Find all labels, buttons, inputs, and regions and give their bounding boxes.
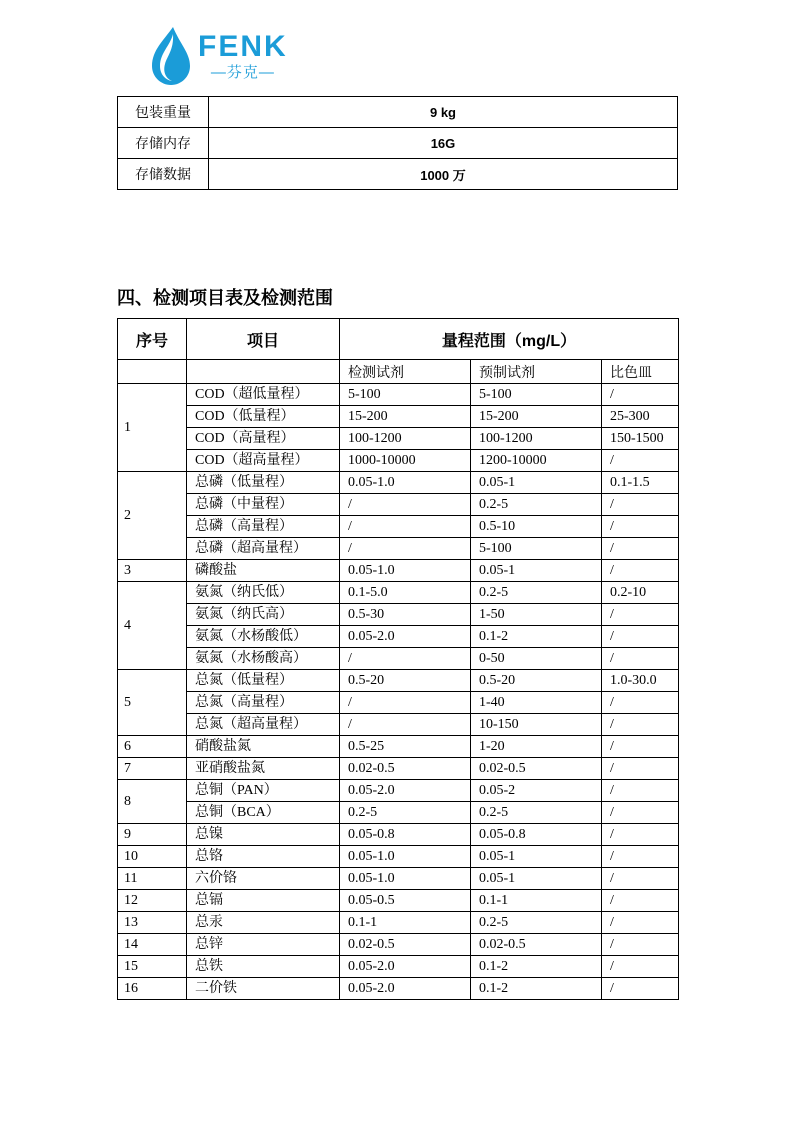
table-row [118,824,679,846]
cuvette-range: / [602,648,679,670]
subheader-empty-no [118,360,187,384]
item-name: 总铁 [187,956,340,978]
table-row [118,384,679,406]
cuvette-range: / [602,384,679,406]
item-name: 硝酸盐氮 [187,736,340,758]
cuvette-range: / [602,516,679,538]
row-number: 9 [118,824,187,846]
premade-range: 5-100 [471,384,602,406]
reagent-range: 0.05-1.0 [340,846,471,868]
subheader-premade: 预制试剂 [471,360,602,384]
item-name: 氨氮（纳氏低） [187,582,340,604]
row-number: 11 [118,868,187,890]
reagent-range: 0.05-2.0 [340,956,471,978]
spec-value: 9 kg [209,97,678,128]
premade-range: 0.1-1 [471,890,602,912]
reagent-range: 1000-10000 [340,450,471,472]
table-row [118,780,679,802]
spec-label: 包装重量 [118,97,209,128]
detection-table-header [118,319,679,384]
cuvette-range: 0.2-10 [602,582,679,604]
reagent-range: 0.5-20 [340,670,471,692]
cuvette-range: / [602,868,679,890]
reagent-range: / [340,714,471,736]
item-name: COD（超高量程） [187,450,340,472]
table-row [118,912,679,934]
row-number: 12 [118,890,187,912]
table-row [118,736,679,758]
main-table-body [118,384,679,1000]
reagent-range: 0.5-30 [340,604,471,626]
premade-range: 0.2-5 [471,494,602,516]
header-no: 序号 [118,319,187,360]
premade-range: 0.05-1 [471,868,602,890]
table-row [118,890,679,912]
premade-range: 0.1-2 [471,626,602,648]
brand-name: FENK [198,30,288,63]
row-number: 1 [118,384,187,472]
item-name: 磷酸盐 [187,560,340,582]
row-number: 13 [118,912,187,934]
cuvette-range: / [602,824,679,846]
item-name: 总锌 [187,934,340,956]
row-number: 3 [118,560,187,582]
item-name: 总铜（BCA） [187,802,340,824]
cuvette-range: 0.1-1.5 [602,472,679,494]
table-row [118,714,679,736]
subheader-cuvette: 比色皿 [602,360,679,384]
premade-range: 100-1200 [471,428,602,450]
table-row [118,956,679,978]
spec-value: 16G [209,128,678,159]
premade-range: 1-50 [471,604,602,626]
item-name: 总镉 [187,890,340,912]
spec-label: 存储内存 [118,128,209,159]
header-range: 量程范围（mg/L） [340,319,679,360]
premade-range: 0.1-2 [471,978,602,1000]
cuvette-range: 1.0-30.0 [602,670,679,692]
spec-table-body [118,97,678,190]
premade-range: 1200-10000 [471,450,602,472]
water-drop-icon [150,26,192,86]
spec-row [118,159,678,190]
item-name: 总氮（超高量程） [187,714,340,736]
cuvette-range: / [602,846,679,868]
row-number: 15 [118,956,187,978]
brand-tagline: —芬克— [210,64,275,81]
section-heading: 四、检测项目表及检测范围 [117,288,333,308]
premade-range: 0.2-5 [471,802,602,824]
item-name: COD（低量程） [187,406,340,428]
reagent-range: / [340,494,471,516]
cuvette-range: / [602,978,679,1000]
table-row [118,406,679,428]
premade-range: 0.1-2 [471,956,602,978]
item-name: 六价铬 [187,868,340,890]
premade-range: 1-20 [471,736,602,758]
table-row [118,648,679,670]
cuvette-range: / [602,758,679,780]
table-row [118,538,679,560]
row-number: 4 [118,582,187,670]
premade-range: 0.2-5 [471,582,602,604]
item-name: 总磷（中量程） [187,494,340,516]
cuvette-range: / [602,626,679,648]
spec-row [118,128,678,159]
reagent-range: 0.05-2.0 [340,978,471,1000]
logo-text [198,32,288,80]
item-name: 总磷（高量程） [187,516,340,538]
cuvette-range: 25-300 [602,406,679,428]
item-name: 总铬 [187,846,340,868]
reagent-range: 0.05-2.0 [340,626,471,648]
cuvette-range: / [602,890,679,912]
brand-logo [150,26,288,86]
reagent-range: / [340,516,471,538]
cuvette-range: / [602,450,679,472]
subheader-empty-item [187,360,340,384]
subheader-reagent: 检测试剂 [340,360,471,384]
cuvette-range: / [602,912,679,934]
reagent-range: 100-1200 [340,428,471,450]
reagent-range: 0.05-2.0 [340,780,471,802]
header-row-main [118,319,679,360]
cuvette-range: / [602,736,679,758]
table-row [118,450,679,472]
cuvette-range: / [602,692,679,714]
item-name: 亚硝酸盐氮 [187,758,340,780]
table-row [118,560,679,582]
item-name: 氨氮（水杨酸低） [187,626,340,648]
spec-value: 1000 万 [209,159,678,190]
cuvette-range: / [602,494,679,516]
cuvette-range: / [602,538,679,560]
row-number: 16 [118,978,187,1000]
row-number: 7 [118,758,187,780]
item-name: 总磷（低量程） [187,472,340,494]
item-name: COD（超低量程） [187,384,340,406]
item-name: 总磷（超高量程） [187,538,340,560]
table-row [118,582,679,604]
premade-range: 5-100 [471,538,602,560]
reagent-range: 0.1-1 [340,912,471,934]
premade-range: 0.05-1 [471,472,602,494]
cuvette-range: / [602,956,679,978]
premade-range: 10-150 [471,714,602,736]
premade-range: 0.05-0.8 [471,824,602,846]
table-row [118,846,679,868]
row-number: 5 [118,670,187,736]
item-name: 总汞 [187,912,340,934]
reagent-range: 0.5-25 [340,736,471,758]
table-row [118,428,679,450]
table-row [118,604,679,626]
spec-row [118,97,678,128]
row-number: 6 [118,736,187,758]
spec-label: 存储数据 [118,159,209,190]
premade-range: 0.05-1 [471,846,602,868]
table-row [118,626,679,648]
table-row [118,494,679,516]
reagent-range: 0.02-0.5 [340,934,471,956]
table-row [118,692,679,714]
reagent-range: 0.05-1.0 [340,560,471,582]
table-row [118,802,679,824]
table-row [118,868,679,890]
row-number: 14 [118,934,187,956]
table-row [118,978,679,1000]
item-name: 总铜（PAN） [187,780,340,802]
premade-range: 0.5-10 [471,516,602,538]
cuvette-range: / [602,780,679,802]
premade-range: 0.2-5 [471,912,602,934]
cuvette-range: / [602,604,679,626]
detection-items-table [117,318,679,1000]
header-row-sub [118,360,679,384]
cuvette-range: / [602,934,679,956]
reagent-range: 5-100 [340,384,471,406]
reagent-range: / [340,648,471,670]
spec-table [117,96,678,190]
premade-range: 0.05-1 [471,560,602,582]
cuvette-range: 150-1500 [602,428,679,450]
cuvette-range: / [602,802,679,824]
table-row [118,516,679,538]
reagent-range: 0.05-1.0 [340,868,471,890]
premade-range: 15-200 [471,406,602,428]
item-name: 总氮（高量程） [187,692,340,714]
item-name: COD（高量程） [187,428,340,450]
reagent-range: 0.05-0.8 [340,824,471,846]
reagent-range: 0.05-0.5 [340,890,471,912]
table-row [118,934,679,956]
premade-range: 0.02-0.5 [471,934,602,956]
reagent-range: 15-200 [340,406,471,428]
row-number: 8 [118,780,187,824]
row-number: 2 [118,472,187,560]
item-name: 总氮（低量程） [187,670,340,692]
cuvette-range: / [602,714,679,736]
row-number: 10 [118,846,187,868]
table-row [118,472,679,494]
cuvette-range: / [602,560,679,582]
premade-range: 0-50 [471,648,602,670]
item-name: 氨氮（水杨酸高） [187,648,340,670]
item-name: 氨氮（纳氏高） [187,604,340,626]
table-row [118,758,679,780]
reagent-range: 0.1-5.0 [340,582,471,604]
premade-range: 1-40 [471,692,602,714]
reagent-range: 0.05-1.0 [340,472,471,494]
premade-range: 0.02-0.5 [471,758,602,780]
reagent-range: / [340,692,471,714]
premade-range: 0.5-20 [471,670,602,692]
reagent-range: / [340,538,471,560]
item-name: 总镍 [187,824,340,846]
reagent-range: 0.2-5 [340,802,471,824]
reagent-range: 0.02-0.5 [340,758,471,780]
premade-range: 0.05-2 [471,780,602,802]
header-item: 项目 [187,319,340,360]
item-name: 二价铁 [187,978,340,1000]
table-row [118,670,679,692]
